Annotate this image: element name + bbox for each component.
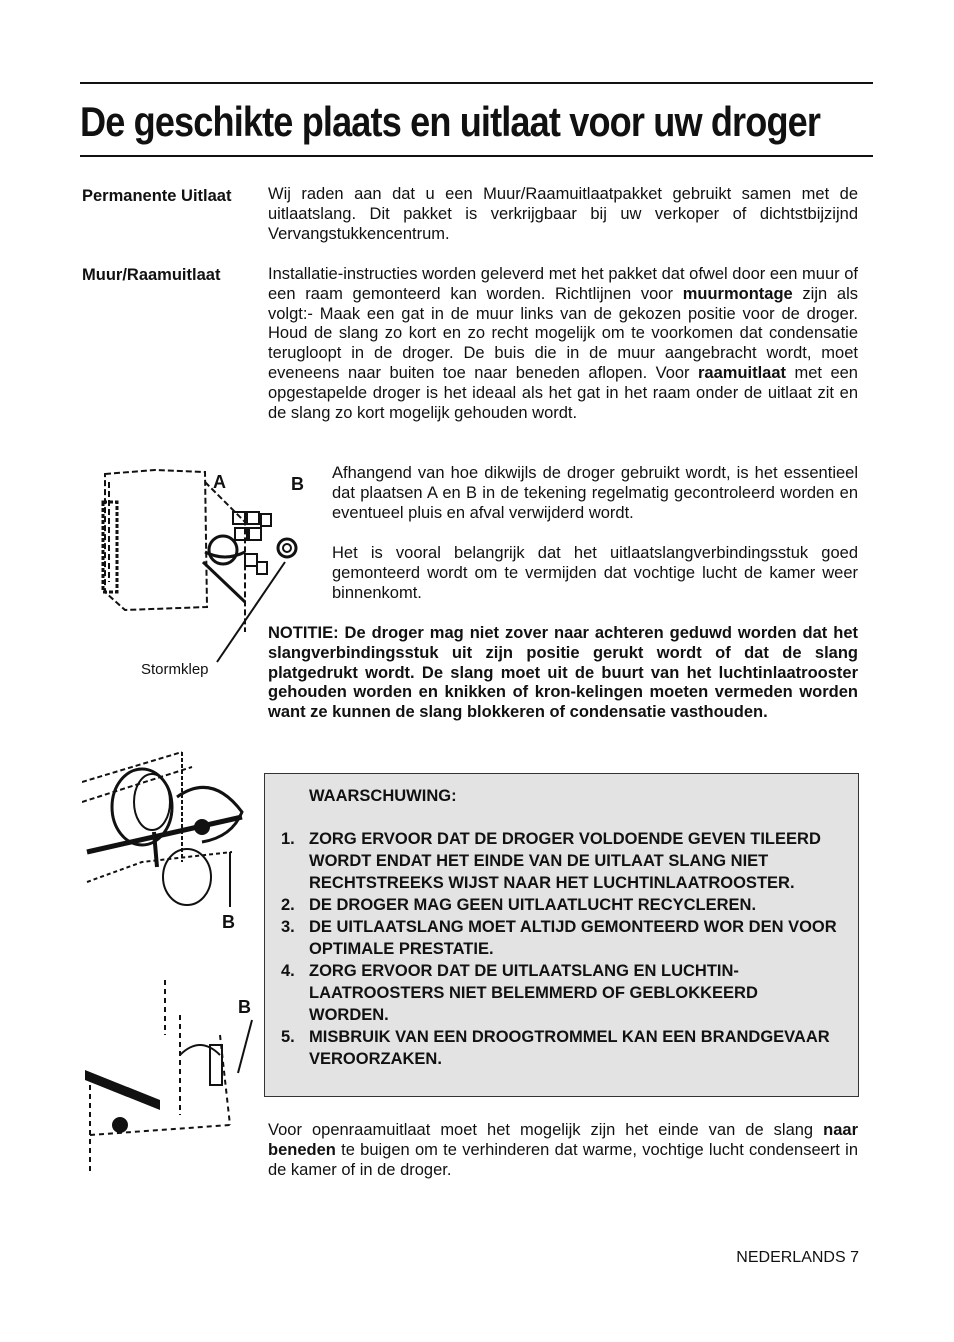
- warning-item-text: ZORG ERVOOR DAT DE DROGER VOLDOENDE GEVEN TILEERD WORDT ENDAT HET EINDE VAN DE UITLAAT SLANG NIET RECHTSTREEKS WIJST NAAR HET LUCHTINLAATROOSTER.: [309, 830, 821, 892]
- warning-item: [281, 894, 841, 916]
- warning-item-text: ZORG ERVOOR DAT DE UITLAATSLANG EN LUCHTIN- LAATROOSTERS NIET BELEMMERD OF GEBLOKKEERD WORDEN.: [309, 962, 758, 1024]
- figure3-label-b: B: [238, 997, 251, 1017]
- note-text: NOTITIE: De droger mag niet zover naar achteren geduwd worden dat het slangverbindingsstuk uit zijn positie gerukt wordt of dat de slang platgedrukt wordt. De slang moet uit de buurt van het luchtinlaatrooster gehouden worden en knikken of kron-kelingen moeten vermeden worden want ze kunnen de slang blokkeren of condensatie vasthouden.: [268, 624, 858, 722]
- warning-item-text: DE UITLAATSLANG MOET ALTIJD GEMONTEERD WOR DEN VOOR OPTIMALE PRESTATIE.: [309, 918, 837, 958]
- warning-item: [281, 1026, 841, 1070]
- title-underline: [80, 155, 873, 157]
- warning-item-text: DE DROGER MAG GEEN UITLAATLUCHT RECYCLEREN.: [309, 896, 757, 914]
- warning-item: [281, 828, 841, 894]
- connector-text: Het is vooral belangrijk dat het uitlaatslangverbindingsstuk goed gemonteerd wordt om te vermijden dat vochtige lucht de kamer weer binnenkomt.: [332, 544, 858, 602]
- wall-window-heading: Muur/Raamuitlaat: [82, 266, 221, 284]
- top-rule: [80, 82, 873, 84]
- warning-item-number: 5.: [281, 1028, 295, 1046]
- page-title: De geschikte plaats en uitlaat voor uw droger: [80, 98, 821, 145]
- permanent-exhaust-text: Wij raden aan dat u een Muur/Raamuitlaatpakket gebruikt samen met de uitlaatslang. Dit pakket is verkrijgbaar bij uw verkoper of dichtstbijzijnd Vervangstukkencentrum.: [268, 185, 858, 243]
- wall-text-part-1: Installatie-instructies worden geleverd met het pakket dat ofwel door een muur of een raam gemonteerd kan worden. Richtlijnen voor: [268, 265, 858, 303]
- storm-flap-caption: Stormklep: [141, 661, 209, 678]
- figure-label-b: B: [291, 474, 304, 494]
- warning-list: [281, 828, 841, 1070]
- warning-item: [281, 916, 841, 960]
- page-footer: NEDERLANDS 7: [736, 1249, 859, 1266]
- hose-connection-figure: [82, 742, 252, 912]
- warning-item-number: 2.: [281, 896, 295, 914]
- warning-title: WAARSCHUWING:: [309, 787, 457, 805]
- check-points-text: Afhangend van hoe dikwijls de droger gebruikt wordt, is het essentieel dat plaatsen A en B in de tekening regelmatig gecontroleerd worden en eventueel pluis en afval verwijderd wordt.: [332, 464, 858, 522]
- window-exhaust-figure: [80, 975, 255, 1200]
- wall-window-text: [268, 265, 858, 423]
- wall-text-part-3: met een opgestapelde droger is het ideaal als het gat in het raam onder de uitlaat zit en de slang zo kort mogelijk gehouden wordt.: [268, 363, 858, 422]
- figure2-label-b: B: [222, 912, 235, 932]
- window-exhaust-text: [268, 1121, 858, 1180]
- window-text-part-1: Voor openraamuitlaat moet het mogelijk zijn het einde van de slang: [268, 1121, 824, 1139]
- warning-item-text: MISBRUIK VAN EEN DROOGTROMMEL KAN EEN BRANDGEVAAR VEROORZAKEN.: [309, 1028, 830, 1068]
- downward-term: naar beneden: [268, 1121, 858, 1159]
- warning-item-number: 4.: [281, 962, 295, 980]
- warning-item: [281, 960, 841, 1026]
- figure-label-a: A: [213, 472, 226, 492]
- wall-mounting-term: muurmontage: [682, 284, 793, 303]
- wall-text-part-2: zijn als volgt:- Maak een gat in de muur links van de gekozen positie voor de droger. Houd de slang zo kort en zo recht mogelijk om te voorkomen dat condensatie terugloopt in de droger. De buis die in de muur aangebracht wordt, moet eveneens naar buiten toe naar beneden aflopen. Voor: [268, 284, 858, 382]
- warning-item-number: 3.: [281, 918, 295, 936]
- warning-box: [264, 773, 859, 1097]
- window-exhaust-term: raamuitlaat: [698, 363, 787, 382]
- window-text-part-2: te buigen om te verhinderen dat warme, vochtige lucht condenseert in de kamer of in de droger.: [268, 1140, 858, 1179]
- permanent-exhaust-heading: Permanente Uitlaat: [82, 187, 232, 205]
- warning-item-number: 1.: [281, 830, 295, 848]
